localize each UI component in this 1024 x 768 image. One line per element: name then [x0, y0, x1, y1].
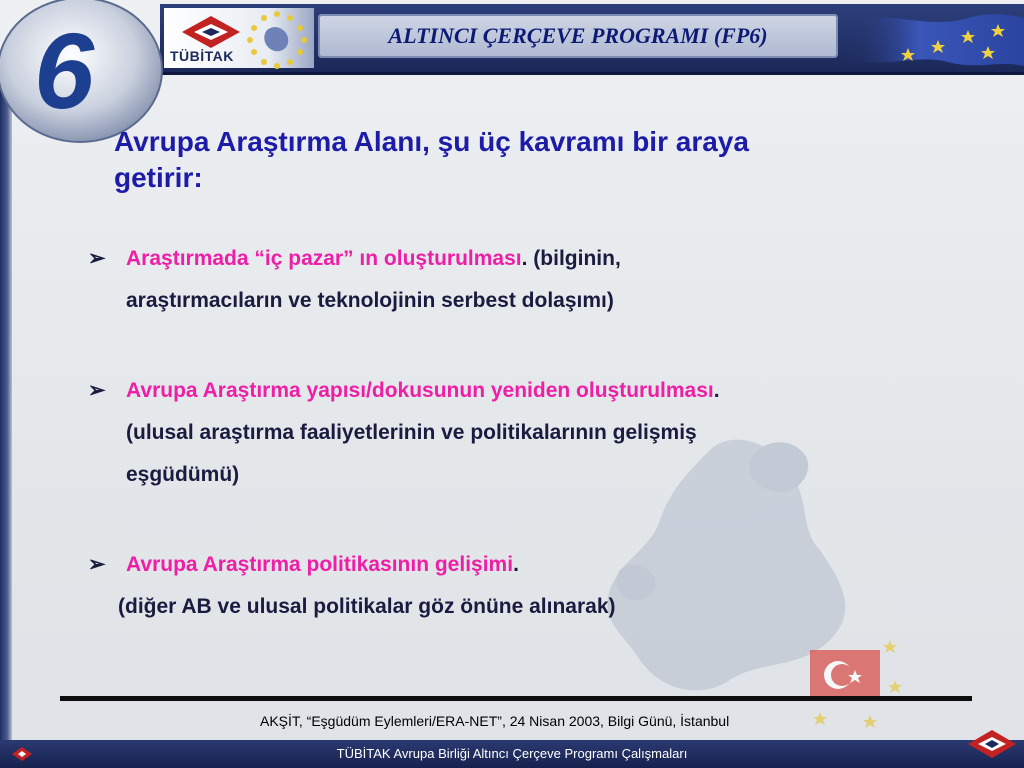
heading-line2: getirir: [114, 162, 203, 193]
bullet-detail: (bilginin, [527, 247, 621, 270]
arrow-bullet-icon: ➢ [88, 379, 106, 402]
divider [60, 696, 972, 701]
arrow-bullet-icon: ➢ [88, 247, 106, 270]
bullet-item [88, 370, 988, 496]
bullet-item [88, 238, 988, 322]
eu-flag-icon [848, 10, 1024, 70]
eu-stars-emblem-icon [242, 8, 312, 70]
bullet-detail: (ulusal araştırma faaliyetlerinin ve politikalarının gelişmiş [126, 421, 697, 444]
heading-line1: Avrupa Araştırma Alanı, şu üç kavramı bir araya [114, 126, 749, 157]
bullet-punct: . [521, 247, 528, 270]
bullet-punct: . [513, 553, 519, 576]
bullet-detail: eşgüdümü) [126, 463, 240, 486]
bullet-highlight: Avrupa Araştırma politikasının gelişimi [126, 553, 514, 576]
bullet-punct: . [713, 379, 720, 402]
left-decor-band [0, 60, 12, 740]
bullet-highlight: Araştırmada “iç pazar” ın oluşturulması [126, 247, 522, 270]
heading [114, 124, 914, 196]
tubitak-footer-logo-icon [964, 726, 1020, 766]
bullet-list [88, 238, 988, 628]
footer-text: TÜBİTAK Avrupa Birliği Altıncı Çerçeve Programı Çalışmaları [336, 746, 688, 761]
tubitak-label: TÜBİTAK [170, 48, 234, 64]
bullet-highlight: Avrupa Araştırma yapısı/dokusunun yeniden oluşturulması [126, 379, 714, 402]
bullet-item [88, 544, 988, 628]
page-title: ALTINCI ÇERÇEVE PROGRAMI (FP6) [388, 23, 768, 48]
source-citation: AKŞİT, “Eşgüdüm Eylemleri/ERA-NET”, 24 Nisan 2003, Bilgi Günü, İstanbul [260, 713, 730, 729]
bullet-detail: (diğer AB ve ulusal politikalar göz önüne alınarak) [118, 595, 616, 618]
logo-digit: 6 [34, 10, 95, 131]
arrow-bullet-icon: ➢ [88, 553, 106, 576]
bullet-detail: araştırmacıların ve teknolojinin serbest dolaşımı) [126, 289, 614, 312]
